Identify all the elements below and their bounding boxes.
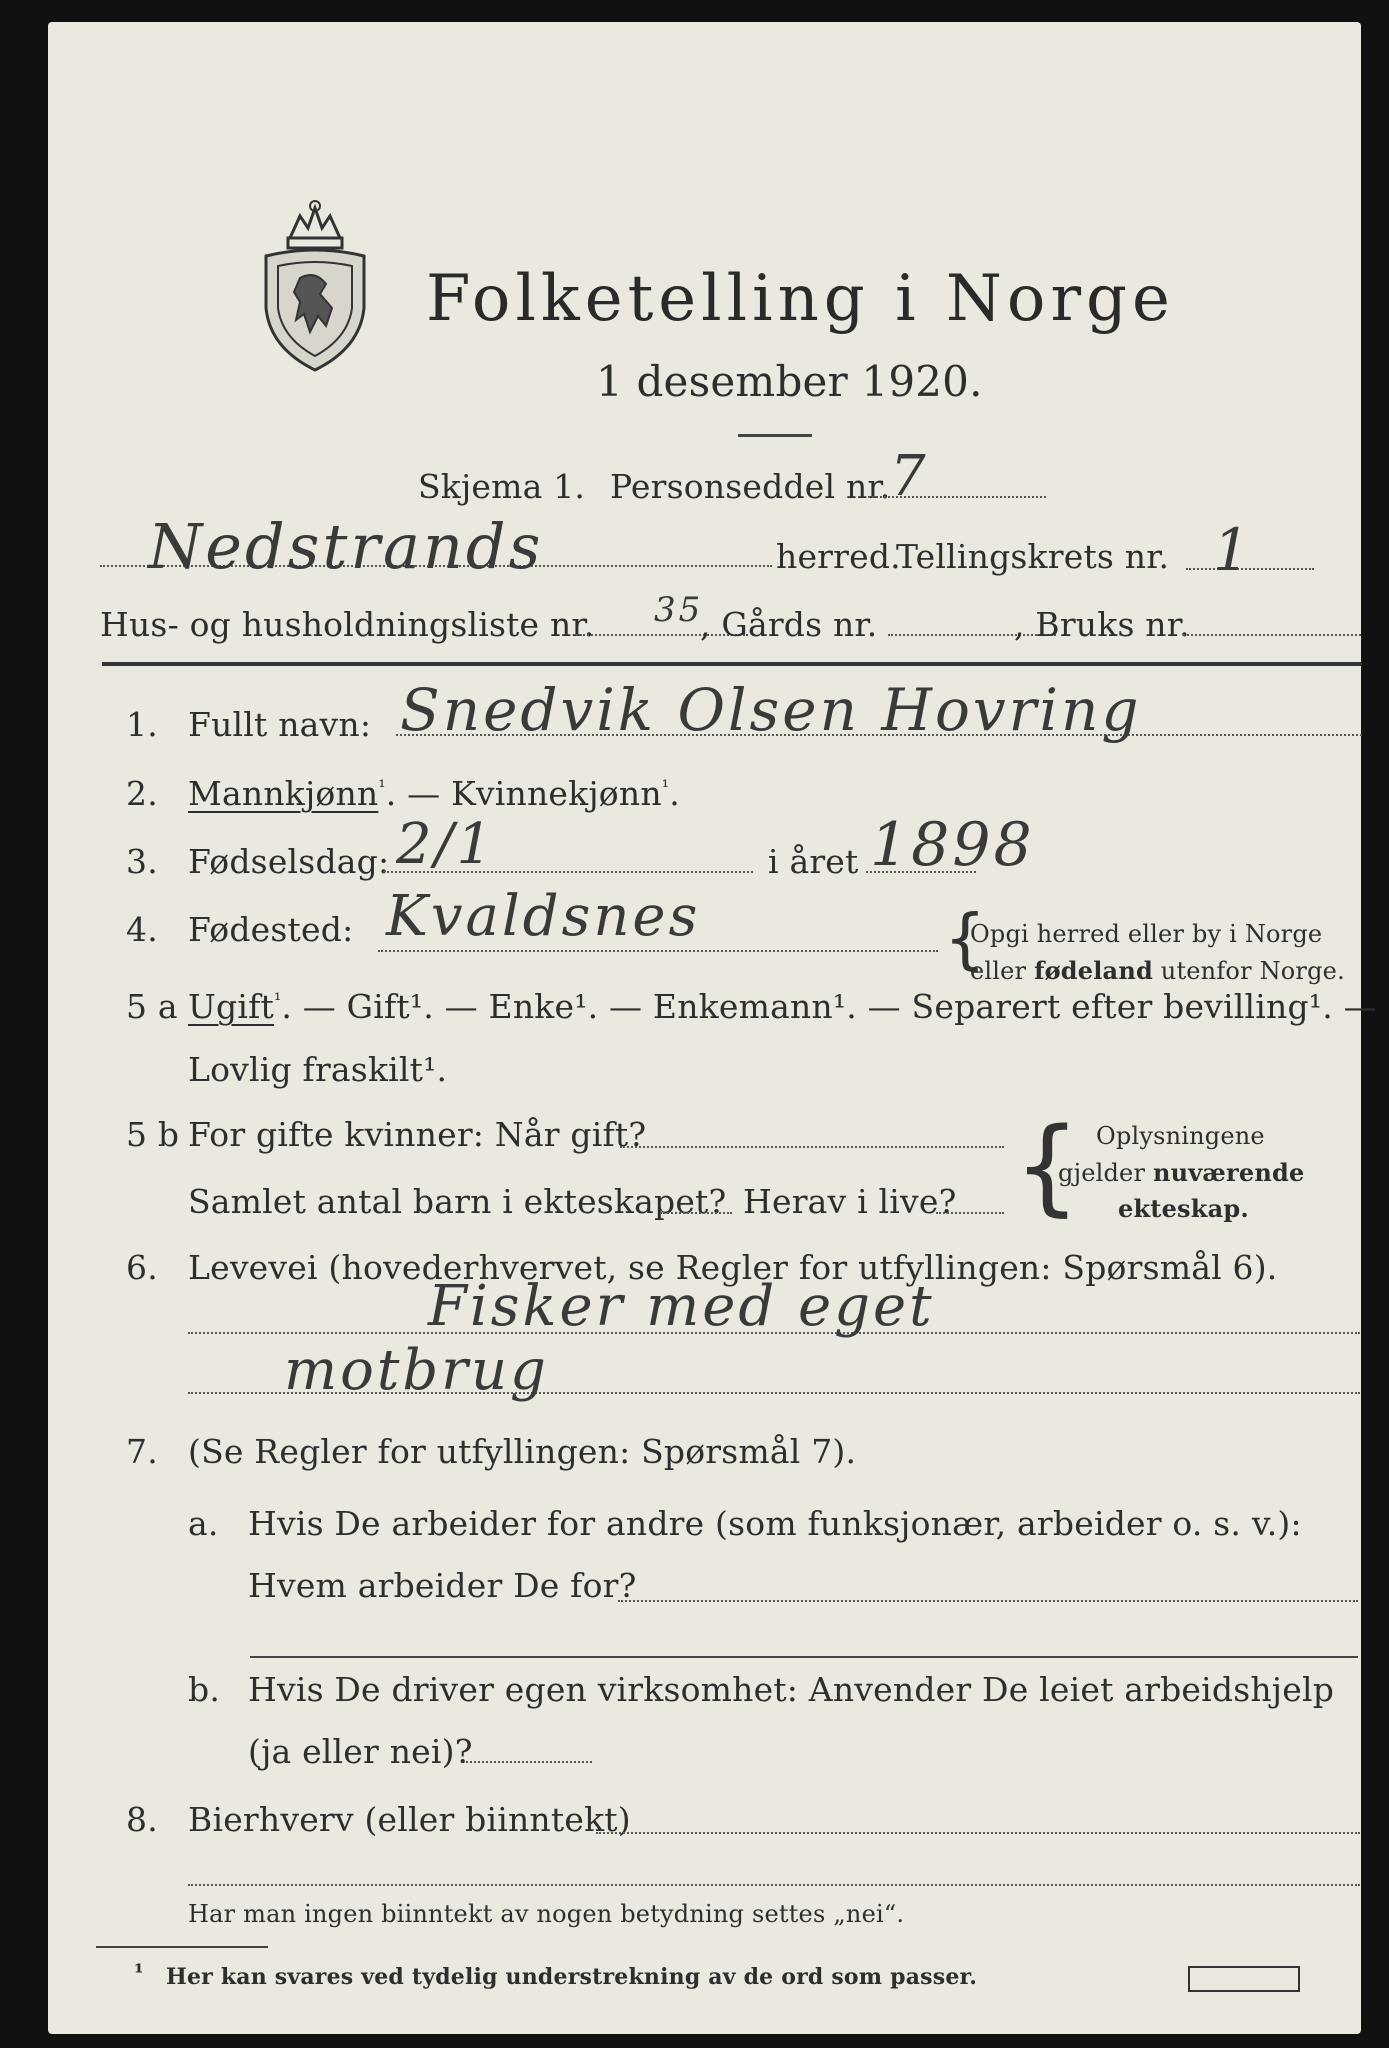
gards-label: , Gårds nr. — [700, 605, 878, 644]
printer-stamp — [1188, 1966, 1300, 1992]
q1-label: Fullt navn: — [188, 705, 372, 744]
tellingskrets-label: Tellingskrets nr. — [896, 537, 1170, 576]
q7b-text: Hvis De driver egen virksomhet: Anvender De leiet arbeidshjelp — [248, 1670, 1335, 1709]
married-when-field[interactable] — [620, 1146, 1004, 1148]
q6-label: Levevei (hovederhvervet, se Regler for utfyllingen: Spørsmål 6). — [188, 1248, 1278, 1287]
occupation-value-2: motbrug — [284, 1338, 549, 1403]
q7b-letter: b. — [188, 1670, 221, 1709]
children-count-field[interactable] — [660, 1212, 732, 1214]
bruks-label: , Bruks nr. — [1014, 605, 1190, 644]
personseddel-value: 7 — [890, 444, 929, 509]
full-name-value: Snedvik Olsen Hovring — [400, 676, 1142, 744]
q5a-number: 5 a — [126, 987, 178, 1026]
q4-label: Fødested: — [188, 910, 354, 949]
employer-field-1[interactable] — [618, 1600, 1358, 1602]
employer-field-2[interactable] — [250, 1656, 1358, 1658]
husliste-value: 35 — [654, 590, 704, 630]
q5a-line2[interactable]: Lovlig fraskilt¹. — [188, 1050, 448, 1089]
year-label: i året — [768, 842, 859, 881]
q7-label: (Se Regler for utfyllingen: Spørsmål 7). — [188, 1432, 857, 1471]
footnote-mark: ¹ — [134, 1960, 144, 1986]
q7a-letter: a. — [188, 1504, 219, 1543]
children-alive-field[interactable] — [936, 1212, 1004, 1214]
q5b-number: 5 b — [126, 1115, 180, 1154]
q4-number: 4. — [126, 910, 158, 949]
hired-help-field[interactable] — [466, 1761, 592, 1763]
title-divider — [738, 434, 812, 437]
birth-year-value: 1898 — [870, 810, 1035, 880]
q3-label: Fødselsdag: — [188, 842, 390, 881]
q6-number: 6. — [126, 1248, 158, 1287]
tellingskrets-value: 1 — [1213, 516, 1253, 584]
q1-number: 1. — [126, 705, 158, 744]
bruks-field[interactable] — [1183, 634, 1361, 636]
herred-label: herred. — [776, 537, 901, 576]
q7a-question: Hvem arbeider De for? — [248, 1566, 637, 1605]
birthplace-field[interactable] — [378, 950, 938, 952]
male-option[interactable]: Mannkjønn — [188, 774, 379, 813]
page-title: Folketelling i Norge — [426, 262, 1175, 336]
q8-number: 8. — [126, 1800, 158, 1839]
birthday-value: 2/1 — [396, 812, 496, 877]
q3-number: 3. — [126, 842, 158, 881]
side-income-field-2[interactable] — [188, 1884, 1360, 1886]
q2-number: 2. — [126, 774, 158, 813]
footnote-divider — [96, 1946, 268, 1948]
q7-number: 7. — [126, 1432, 158, 1471]
q5b-note-line2: gjelder nuværende — [1058, 1158, 1305, 1187]
q5b-line2a: Samlet antal barn i ekteskapet? — [188, 1182, 727, 1221]
q4-brace: { — [944, 900, 986, 977]
census-date: 1 desember 1920. — [596, 357, 983, 406]
side-income-field-1[interactable] — [596, 1832, 1360, 1834]
q4-note-line2: eller fødeland utenfor Norge. — [970, 956, 1345, 985]
q5b-note-line1: Oplysningene — [1096, 1122, 1265, 1150]
birthplace-value: Kvaldsnes — [386, 884, 701, 949]
q2-gender: Mannkjønn$^{^1}$. — Kvinnekjønn$^{^1}$. — [188, 774, 680, 813]
q7a-text: Hvis De arbeider for andre (som funksjonær, arbeider o. s. v.): — [248, 1504, 1302, 1543]
q5b-line1: For gifte kvinner: Når gift? — [188, 1115, 647, 1154]
q5a-marital-options: Ugift$^{^1}$. — Gift¹. — Enke¹. — Enkemann¹. — Separert efter bevilling¹. — — [188, 987, 1377, 1026]
skjema-label: Skjema 1. — [418, 467, 586, 506]
q5b-line2b: Herav i live? — [743, 1182, 957, 1221]
q5b-note-line3: ekteskap. — [1118, 1194, 1249, 1223]
q5b-brace: { — [1014, 1105, 1081, 1227]
herred-value: Nedstrands — [148, 510, 544, 583]
q7b-question: (ja eller nei)? — [248, 1732, 473, 1771]
q4-note-line1: Opgi herred eller by i Norge — [970, 920, 1323, 948]
header-divider — [102, 662, 1362, 666]
female-option[interactable]: Kvinnekjønn — [451, 774, 662, 813]
occupation-value-1: Fisker med eget — [428, 1274, 935, 1339]
q8-label: Bierhverv (eller biinntekt) — [188, 1800, 631, 1839]
personseddel-label: Personseddel nr. — [610, 467, 891, 506]
ugift-option[interactable]: Ugift — [188, 987, 274, 1026]
husliste-label: Hus- og husholdningsliste nr. — [100, 605, 595, 644]
census-form-page — [48, 22, 1377, 2034]
q8-note: Har man ingen biinntekt av nogen betydning settes „nei“. — [188, 1900, 905, 1928]
norwegian-coat-of-arms-icon — [260, 198, 370, 376]
footnote-text: Her kan svares ved tydelig understrekning av de ord som passer. — [166, 1964, 978, 1990]
